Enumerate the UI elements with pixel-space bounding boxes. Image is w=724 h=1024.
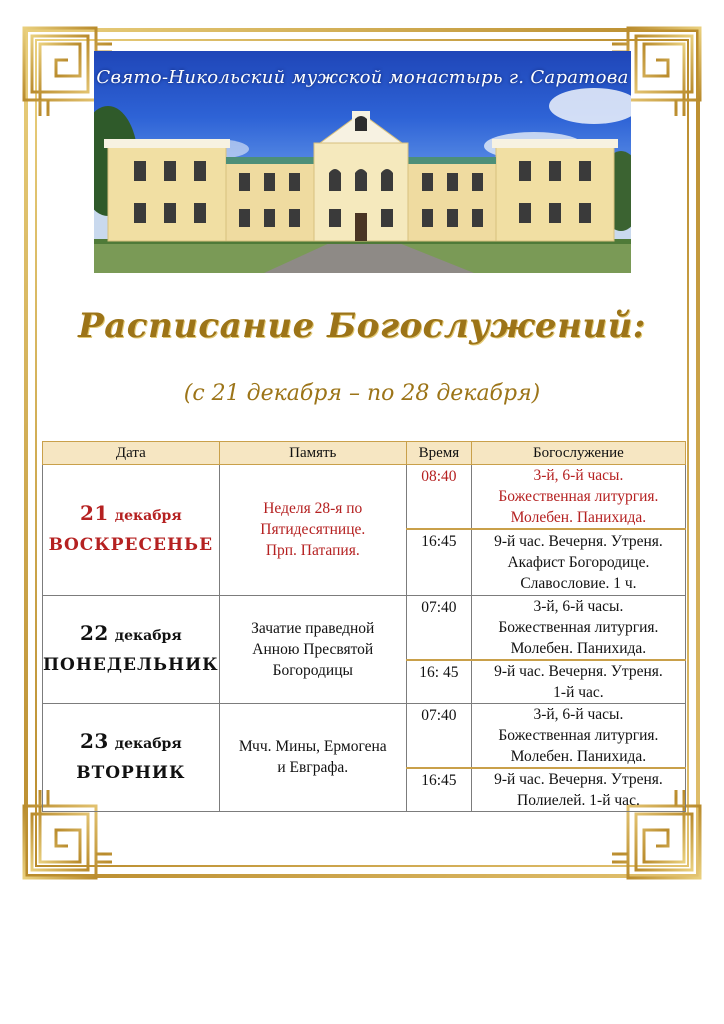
service-line: 3-й, 6-й часы.: [533, 705, 624, 723]
service-line: Молебен. Панихида.: [510, 509, 647, 526]
day-cell: [43, 703, 220, 811]
day-number: 21: [79, 501, 109, 526]
service-line: Божественная литургия.: [498, 488, 659, 505]
schedule-table: [42, 441, 686, 812]
service-line: 1-й час.: [553, 683, 604, 701]
service-line: Божественная литургия.: [498, 726, 659, 744]
service-cell: [471, 465, 685, 530]
service-time: 07:40: [406, 703, 471, 768]
column-header-service: Богослужение: [471, 442, 685, 465]
service-line: 9-й час. Вечерня. Утреня.: [494, 770, 663, 788]
service-cell: [471, 660, 685, 704]
day-month: декабря: [114, 508, 182, 525]
memory-line: Зачатие праведной: [251, 619, 375, 637]
memory-line: Пятидесятнице.: [260, 521, 366, 539]
service-cell: [471, 529, 685, 595]
schedule-title: Расписание Богослужений:: [78, 306, 646, 346]
service-cell: [471, 703, 685, 768]
day-weekday: ВОСКРЕСЕНЬЕ: [48, 535, 214, 556]
table-row: [43, 595, 686, 660]
schedule-date-range: (с 21 декабря – по 28 декабря): [183, 381, 541, 406]
service-line: Божественная литургия.: [498, 618, 659, 636]
service-line: 3-й, 6-й часы.: [533, 467, 624, 484]
service-line: 9-й час. Вечерня. Утреня.: [494, 662, 663, 680]
table-header-row: [43, 442, 686, 465]
memory-line: Мчч. Мины, Ермогена: [238, 738, 387, 755]
memory-line: Неделя 28-я по: [263, 500, 363, 518]
service-line: Молебен. Панихида.: [510, 747, 647, 765]
service-line: Акафист Богородице.: [507, 553, 650, 571]
day-weekday: ВТОРНИК: [76, 762, 186, 783]
day-month: декабря: [114, 735, 182, 752]
memory-cell: [219, 703, 406, 811]
day-number: 22: [79, 620, 109, 645]
memory-cell: [219, 465, 406, 596]
service-line: 3-й, 6-й часы.: [533, 597, 624, 615]
day-month: декабря: [114, 627, 182, 644]
memory-line: Анною Пресвятой: [252, 640, 374, 658]
day-weekday: ПОНЕДЕЛЬНИК: [43, 654, 219, 675]
service-line: Славословие. 1 ч.: [520, 574, 637, 592]
memory-line: Богородицы: [272, 661, 353, 679]
service-line: 9-й час. Вечерня. Утреня.: [494, 532, 663, 550]
monastery-title: Свято-Никольский мужской монастырь г. Саратова: [96, 67, 629, 88]
memory-cell: [219, 595, 406, 703]
memory-line: и Евграфа.: [277, 759, 349, 776]
service-cell: [471, 768, 685, 812]
day-number: 23: [79, 728, 109, 753]
service-line: Полиелей. 1-й час.: [517, 791, 640, 809]
day-cell: [43, 595, 220, 703]
service-time: 08:40: [406, 465, 471, 530]
table-row: [43, 465, 686, 530]
day-cell: [43, 465, 220, 596]
monastery-banner: [94, 51, 631, 273]
service-time: 16:45: [406, 768, 471, 812]
service-line: Молебен. Панихида.: [510, 639, 647, 657]
service-time: 16: 45: [406, 660, 471, 704]
memory-line: Прп. Патапия.: [265, 542, 360, 560]
column-header-memory: Память: [219, 442, 406, 465]
column-header-time: Время: [406, 442, 471, 465]
table-row: [43, 703, 686, 768]
service-time: 07:40: [406, 595, 471, 660]
service-time: 16:45: [406, 529, 471, 595]
column-header-date: Дата: [43, 442, 220, 465]
service-cell: [471, 595, 685, 660]
